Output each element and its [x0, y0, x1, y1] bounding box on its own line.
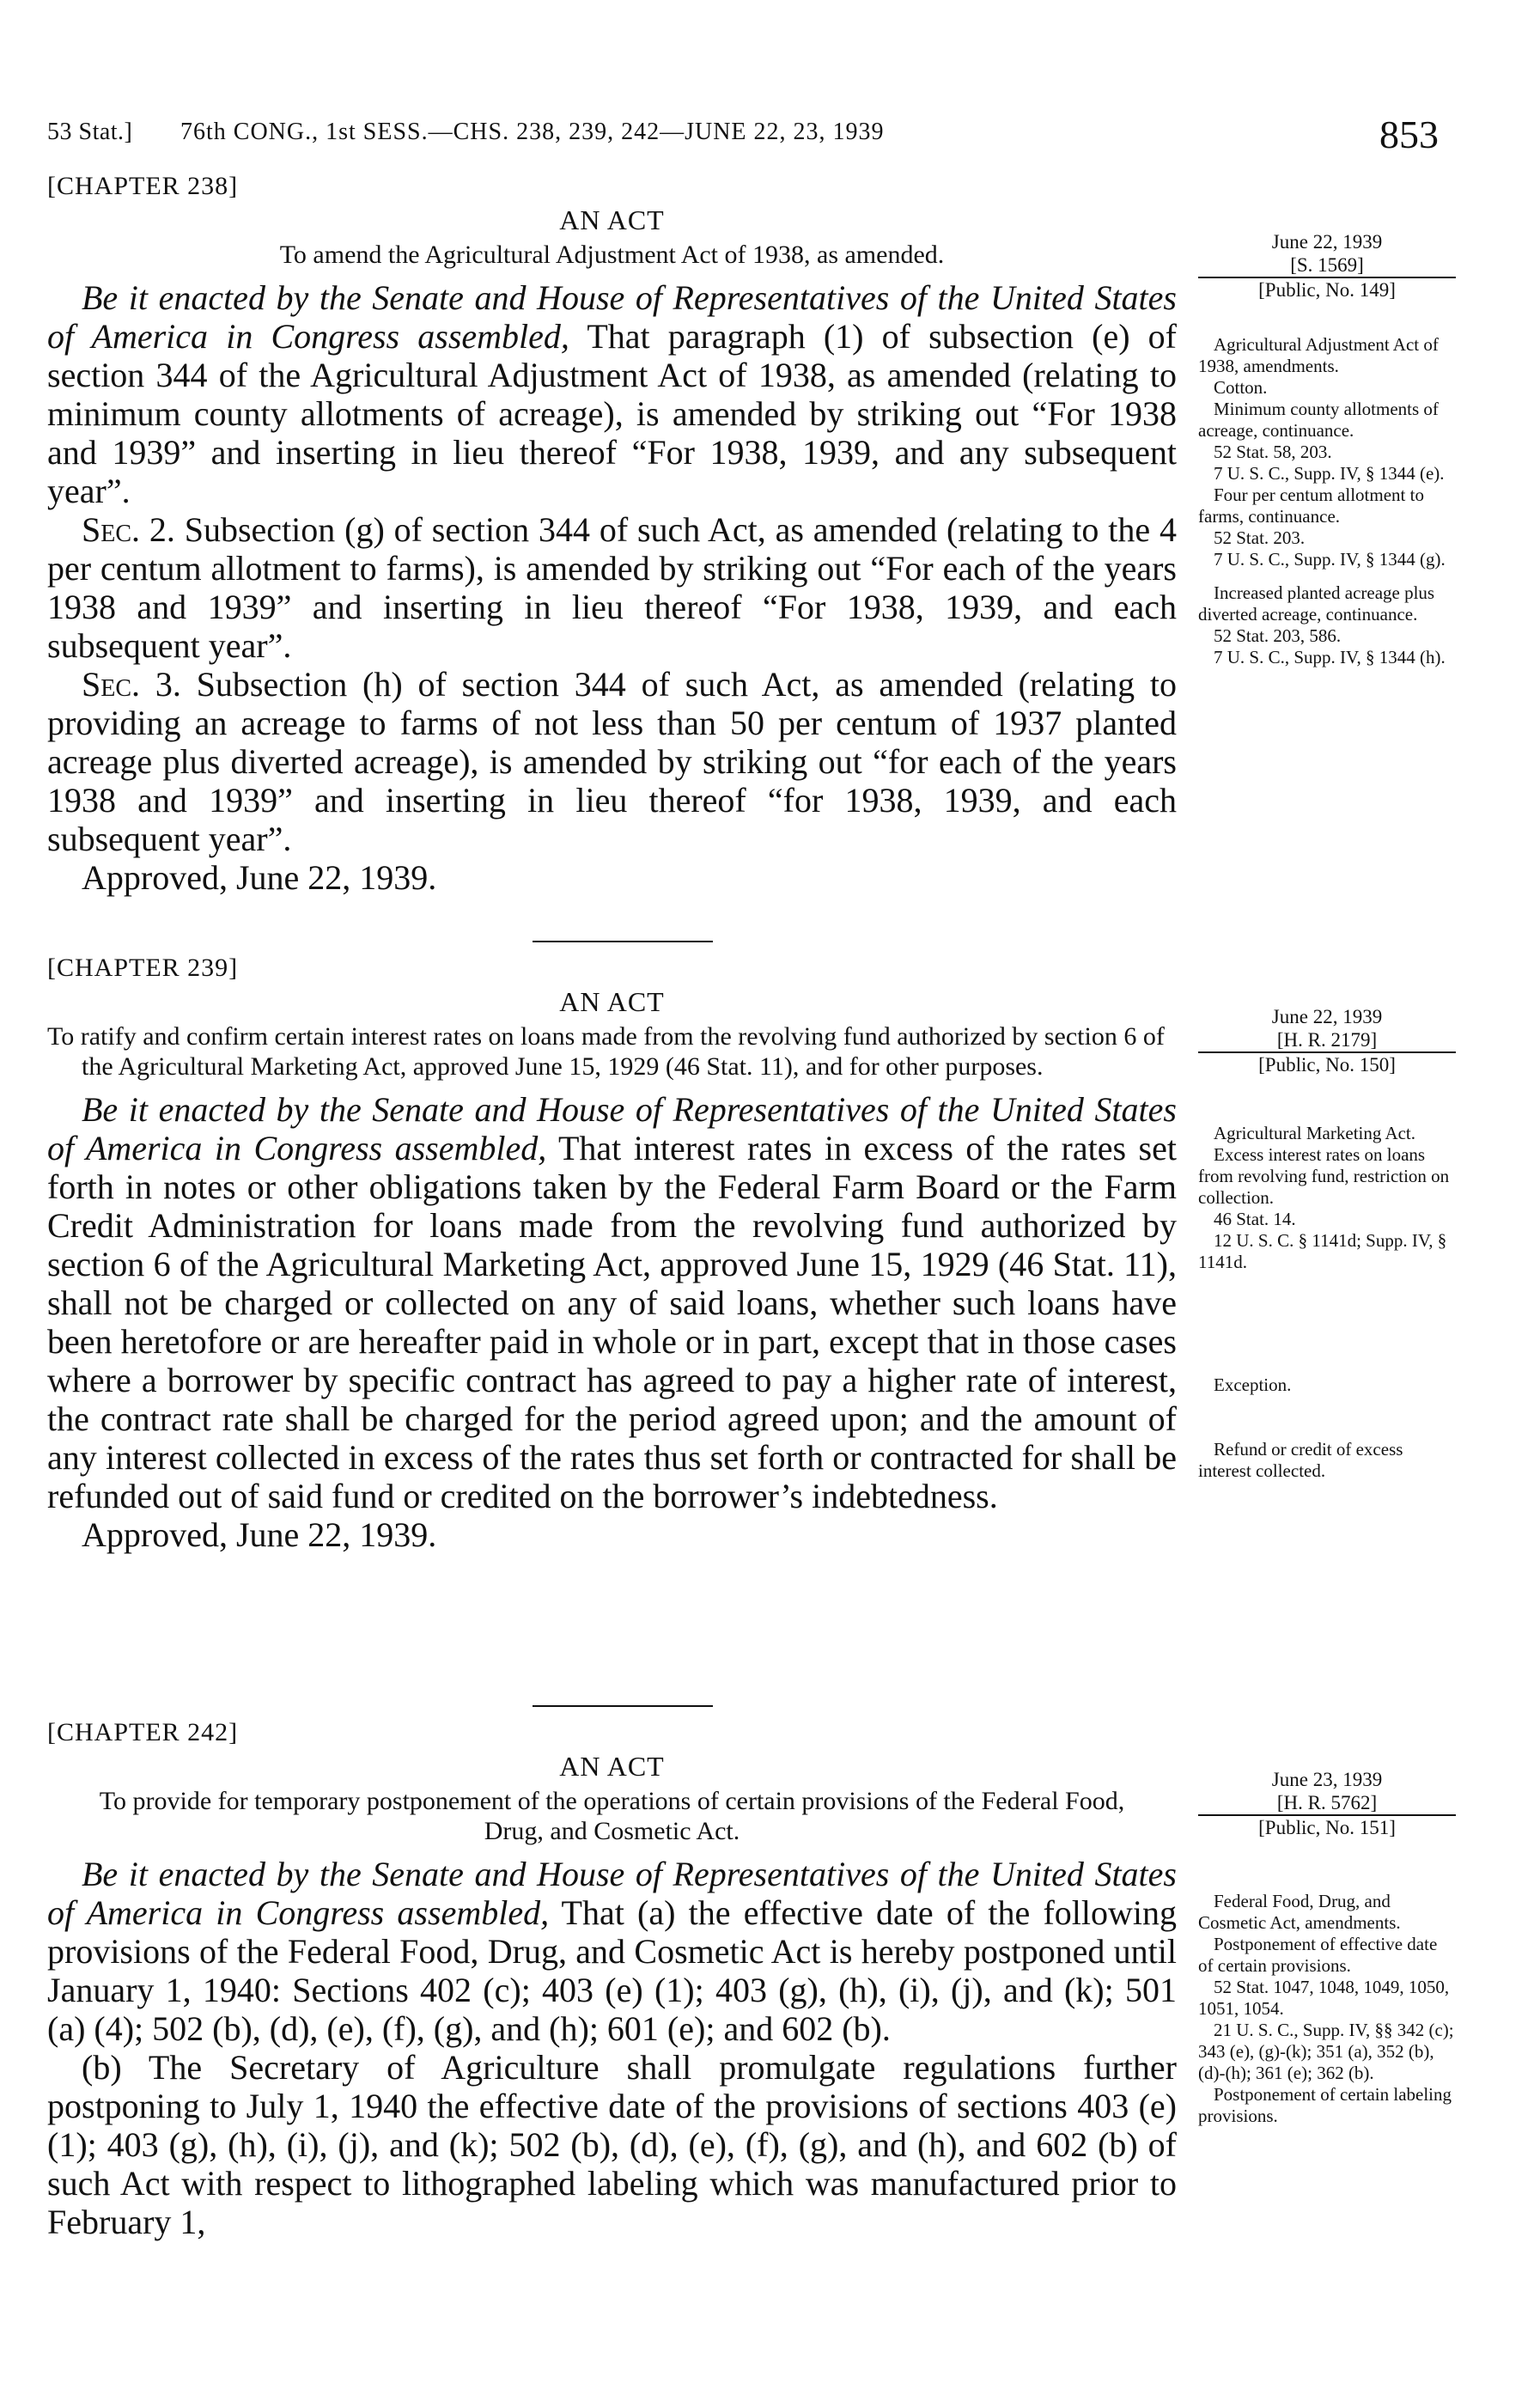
- margin-note: Refund or credit of excess interest collected.: [1198, 1439, 1403, 1481]
- bill-info: [1198, 1005, 1456, 1076]
- margin-note: Increased planted acreage plus diverted acreage, continuance.: [1198, 582, 1435, 625]
- margin-note: Postponement of effective date of certain provisions.: [1198, 1934, 1438, 1976]
- approval-date: Approved, June 22, 1939.: [82, 858, 437, 897]
- bill-number: [H. R. 2179]: [1198, 1028, 1456, 1053]
- margin-note: Cotton.: [1214, 377, 1268, 398]
- chapter-label: [CHAPTER 239]: [47, 954, 239, 982]
- margin-note: Minimum county allotments of acreage, continuance.: [1198, 399, 1439, 441]
- section-text: [47, 1090, 1177, 1515]
- section-3-text: [47, 665, 1177, 858]
- section-1-text: [47, 278, 1177, 510]
- public-law-number: [Public, No. 149]: [1258, 279, 1396, 301]
- act-heading: AN ACT: [559, 1751, 665, 1782]
- section-1-body: That paragraph (1) of subsection (e) of section 344 of the Agricultural Adjustment Act of 1938, as amended (relating to minimum county allotments of acreage), is amended by striking out “For 1938 and 1939” and inserting in lieu thereof “For 1938, 1939, and any subsequent year”.: [47, 317, 1177, 510]
- margin-citation: 52 Stat. 203.: [1214, 527, 1306, 548]
- section-divider: [533, 1705, 713, 1707]
- margin-note: Four per centum allotment to farms, continuance.: [1198, 485, 1424, 527]
- margin-notes-242: [1198, 1768, 1456, 2127]
- margin-citation: 52 Stat. 58, 203.: [1214, 442, 1332, 462]
- running-head: [47, 112, 1439, 163]
- margin-note: Exception.: [1214, 1374, 1292, 1395]
- act-heading: AN ACT: [559, 986, 665, 1017]
- act-date: June 23, 1939: [1271, 1769, 1383, 1790]
- margin-note: Agricultural Adjustment Act of 1938, amendments.: [1198, 334, 1439, 376]
- section-divider: [533, 941, 713, 942]
- margin-citation: 52 Stat. 1047, 1048, 1049, 1050, 1051, 1054.: [1198, 1977, 1450, 2019]
- chapter-238: [47, 172, 1177, 897]
- act-heading: AN ACT: [559, 204, 665, 235]
- bill-info: [1198, 230, 1456, 302]
- margin-citation: 12 U. S. C. § 1141d; Supp. IV, § 1141d.: [1198, 1230, 1447, 1272]
- margin-citation: 7 U. S. C., Supp. IV, § 1344 (e).: [1214, 463, 1445, 484]
- margin-citation: 7 U. S. C., Supp. IV, § 1344 (h).: [1214, 647, 1446, 667]
- margin-citation: 46 Stat. 14.: [1214, 1209, 1296, 1229]
- enacting-clause: Be it enacted by the Senate and House of Representatives of the United States of America in Congress assembled,: [47, 1855, 1177, 1932]
- margin-note: Excess interest rates on loans from revolving fund, restriction on collection.: [1198, 1144, 1450, 1208]
- approval-date: Approved, June 22, 1939.: [82, 1515, 437, 1554]
- chapter-239: [47, 954, 1177, 1554]
- margin-note: Postponement of certain labeling provisions.: [1198, 2084, 1452, 2126]
- chapter-label: [CHAPTER 242]: [47, 1718, 239, 1746]
- enacting-clause: Be it enacted by the Senate and House of Representatives of the United States of America in Congress assembled,: [47, 278, 1177, 356]
- subsection-a-text: [47, 1855, 1177, 2048]
- section-2-body: Subsection (g) of section 344 of such Act, as amended (relating to the 4 per centum allotment to farms), is amended by striking out “For each of the years 1938 and 1939” and inserting in lieu thereof “For 1938, 1939, and each subsequent year”.: [47, 510, 1177, 665]
- margin-notes-238: [1198, 230, 1456, 668]
- act-date: June 22, 1939: [1271, 231, 1383, 253]
- bill-number: [H. R. 5762]: [1198, 1791, 1456, 1816]
- section-3-label: Sec. 3.: [82, 665, 181, 704]
- section-2-text: [47, 510, 1177, 665]
- chapter-label: [CHAPTER 238]: [47, 172, 239, 200]
- section-2-label: Sec. 2.: [82, 510, 175, 549]
- act-purpose: To ratify and confirm certain interest rates on loans made from the revolving fund authorized by section 6 of the Agricultural Marketing Act, approved June 15, 1929 (46 Stat. 11), and for other purposes.: [47, 1022, 1165, 1081]
- margin-citation: 52 Stat. 203, 586.: [1214, 625, 1342, 646]
- bill-info: [1198, 1768, 1456, 1839]
- public-law-number: [Public, No. 150]: [1258, 1054, 1396, 1076]
- margin-note: Agricultural Marketing Act.: [1214, 1123, 1416, 1143]
- margin-note: Federal Food, Drug, and Cosmetic Act, amendments.: [1198, 1891, 1401, 1933]
- act-purpose: To provide for temporary postponement of the operations of certain provisions of the Federal Food, Drug, and Cosmetic Act.: [99, 1787, 1125, 1845]
- act-purpose: To amend the Agricultural Adjustment Act of 1938, as amended.: [279, 241, 945, 269]
- chapter-242: [47, 1718, 1177, 2241]
- subsection-a-body: That (a) the effective date of the following provisions of the Federal Food, Drug, and Cosmetic Act is hereby postponed until January 1, 1940: Sections 402 (c); 403 (e) (1); 403 (g), (h), (i), (j), and (k); 501 (a) (4); 502 (b), (d), (e), (f), (g), and (h); 601 (e); and 602 (b).: [47, 1893, 1177, 2048]
- public-law-number: [Public, No. 151]: [1258, 1817, 1396, 1838]
- act-date: June 22, 1939: [1271, 1006, 1383, 1027]
- enacting-clause: Be it enacted by the Senate and House of Representatives of the United States of America in Congress assembled,: [47, 1090, 1177, 1167]
- margin-notes-239: [1198, 1005, 1456, 1482]
- session-chapters-line: 76th CONG., 1st SESS.—CHS. 238, 239, 242—JUNE 22, 23, 1939: [180, 119, 885, 145]
- section-body: That interest rates in excess of the rates set forth in notes or other obligations taken by the Federal Farm Board or the Farm Credit Administration for loans made from the revolving fund authorized by section 6 of the Agricultural Marketing Act, approved June 15, 1929 (46 Stat. 11), shall not be charged or collected on any of said loans, whether such loans have been heretofore or are hereafter paid in whole or in part, except that in those cases where a borrower by specific contract has agreed to pay a higher rate of interest, the contract rate shall be charged for the period agreed upon; and the amount of any interest collected in excess of the rates thus set forth or contracted for shall be refunded out of said fund or credited on the borrower’s indebtedness.: [47, 1129, 1177, 1515]
- margin-citation: 21 U. S. C., Supp. IV, §§ 342 (c); 343 (e), (g)-(k); 351 (a), 352 (b), (d)-(h); 361 (e); 362 (b).: [1198, 2020, 1454, 2083]
- subsection-b-text: (b) The Secretary of Agriculture shall promulgate regulations further postponing to July 1, 1940 the effective date of the provisions of sections 403 (e) (1); 403 (g), (h), (i), (j), and (k); 502 (b), (d), (e), (f), (g), and (h), and 602 (b) of such Act with respect to lithographed labeling which was manufactured prior to February 1,: [47, 2048, 1177, 2241]
- section-3-body: Subsection (h) of section 344 of such Act, as amended (relating to providing an acreage to farms of not less than 50 per centum of 1937 planted acreage plus diverted acreage), is amended by striking out “for each of the years 1938 and 1939” and inserting in lieu thereof “for 1938, 1939, and each subsequent year”.: [47, 665, 1178, 858]
- margin-citation: 7 U. S. C., Supp. IV, § 1344 (g).: [1214, 549, 1446, 570]
- bill-number: [S. 1569]: [1198, 253, 1456, 278]
- volume-citation: 53 Stat.]: [47, 119, 133, 145]
- page-number: 853: [1379, 113, 1439, 156]
